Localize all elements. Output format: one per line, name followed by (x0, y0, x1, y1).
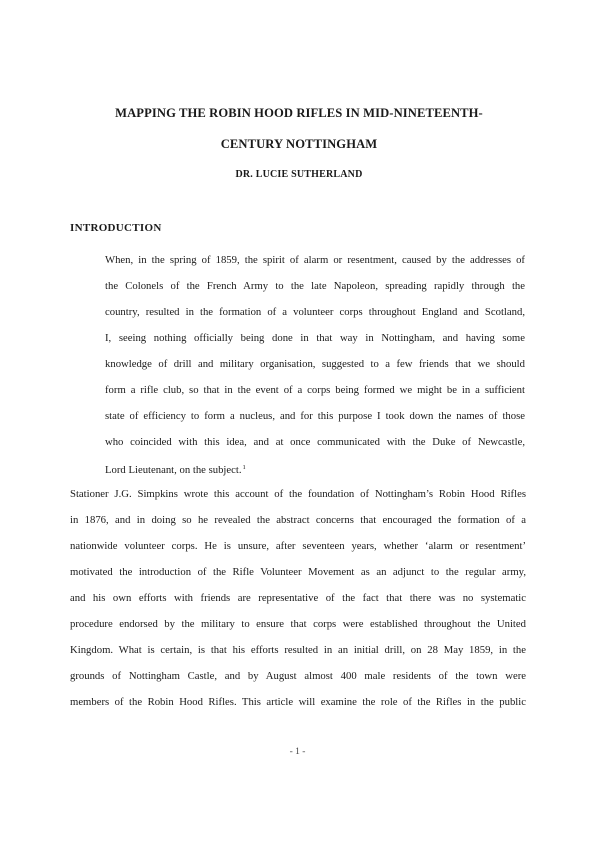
section-heading: INTRODUCTION (70, 222, 162, 234)
quote-line: who coincided with this idea, and at once communicated with the Duke of Newcastle, (105, 436, 525, 448)
quote-line: country, resulted in the formation of a volunteer corps throughout England and Scotland, (105, 306, 525, 318)
quote-line-last (105, 455, 525, 481)
footnote-marker[interactable]: 1 (242, 464, 246, 471)
body-line: procedure endorsed by the military to ensure that corps were established throughout the United (70, 618, 526, 630)
body-line: and his own efforts with friends are representative of the fact that there was no systematic (70, 592, 526, 604)
body-line: Stationer J.G. Simpkins wrote this account of the foundation of Nottingham’s Robin Hood Rifles (70, 488, 526, 500)
body-line: grounds of Nottingham Castle, and by August almost 400 male residents of the town were (70, 670, 526, 682)
article-title-line-2: CENTURY NOTTINGHAM (220, 137, 378, 151)
body-line: members of the Robin Hood Rifles. This article will examine the role of the Rifles in the public (70, 696, 526, 708)
quote-line: state of efficiency to form a nucleus, and for this purpose I took down the names of those (105, 410, 525, 422)
quote-line: When, in the spring of 1859, the spirit of alarm or resentment, caused by the addresses of (105, 254, 525, 266)
body-line: motivated the introduction of the Rifle Volunteer Movement as an adjunct to the regular army, (70, 566, 526, 578)
page-number: - 1 - (289, 747, 306, 757)
body-line: in 1876, and in doing so he revealed the abstract concerns that encouraged the formation of a (70, 514, 526, 526)
quote-line: knowledge of drill and military organisation, suggested to a few friends that we should (105, 358, 525, 370)
body-line: Kingdom. What is certain, is that his efforts resulted in an initial drill, on 28 May 1859, in the (70, 644, 526, 656)
author-name: DR. LUCIE SUTHERLAND (235, 169, 363, 180)
body-line: nationwide volunteer corps. He is unsure, after seventeen years, whether ‘alarm or resentment’ (70, 540, 526, 552)
quote-line-text: Lord Lieutenant, on the subject. (105, 464, 242, 476)
quote-line: I, seeing nothing officially being done in that way in Nottingham, and having some (105, 332, 525, 344)
quote-line: form a rifle club, so that in the event of a corps being formed we might be in a sufficient (105, 384, 525, 396)
block-quote (105, 247, 525, 481)
body-paragraph (70, 481, 526, 715)
quote-line: the Colonels of the French Army to the late Napoleon, spreading rapidly through the (105, 280, 525, 292)
article-title-line-1: MAPPING THE ROBIN HOOD RIFLES IN MID-NINETEENTH- (115, 106, 483, 120)
